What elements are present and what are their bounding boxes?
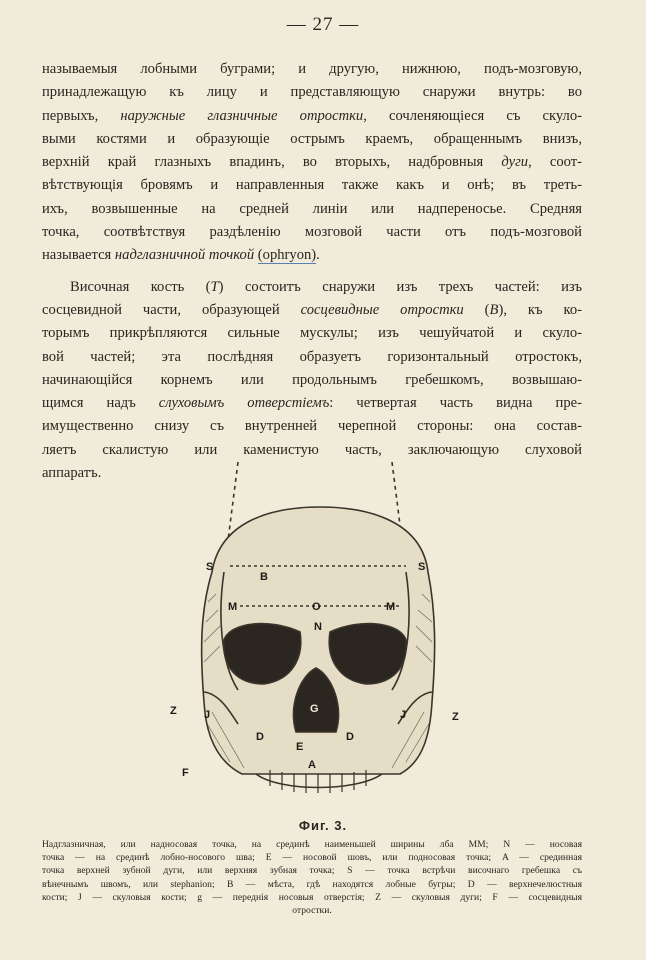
- figure-label: J: [204, 709, 211, 721]
- caption-line: точка верхней зубной дуги, или верхняя зубная точка; S — точка встрѣчи височнаго гребешка съ: [42, 865, 582, 877]
- figure-label: N: [314, 621, 322, 633]
- italic-term: наружные глазничные отростки: [120, 107, 364, 124]
- figure-label: G: [310, 703, 319, 715]
- text-line: вой частей; эта послѣдняя образуетъ горизонтальный отростокъ,: [42, 348, 582, 365]
- caption-line: вѣнечнымъ швомъ, или stephanion; B — мѣста, гдѣ находятся лобные бугры; D — верхнечелюстныя: [42, 878, 582, 890]
- text-line: [42, 276, 582, 299]
- text-line: точка, соотвѣтствуя раздѣленію мозговой части отъ подъ-мозговой: [42, 224, 582, 241]
- text-line: ихъ, возвышенные на средней линіи или надпереносье. Средняя: [42, 200, 582, 217]
- text-run: ), къ ко-: [498, 301, 582, 318]
- text-run: (: [463, 301, 490, 318]
- text-line: принадлежащую къ лицу и представляющую снаружи внутрь: во: [42, 84, 582, 101]
- figure-label: E: [296, 741, 304, 753]
- figure-caption-title: Фиг. 3.: [298, 818, 348, 833]
- text-line: [42, 151, 582, 174]
- underlined-term: (ophryon): [257, 247, 317, 264]
- text-run: сосцевидной части, образующей: [42, 301, 301, 318]
- paragraph-1: [42, 58, 582, 268]
- italic-term: сосцевидные отростки: [300, 301, 464, 318]
- italic-term: надглазничной точкой: [114, 247, 255, 264]
- figure-caption: [42, 838, 582, 917]
- text-line: аппаратъ.: [42, 465, 102, 482]
- italic-term: слуховымъ отверстіемъ: [158, 395, 330, 412]
- italic-term: дуги: [501, 154, 529, 171]
- skull-illustration: [160, 462, 470, 807]
- text-run: щимся надъ: [42, 395, 159, 412]
- text-run: верхній край глазныхъ впадинъ, во вторыхъ, надбровныя: [42, 154, 502, 171]
- text-line: ляетъ скалистую или каменистую часть, заключающую слуховой: [42, 441, 582, 458]
- figure-label: F: [182, 767, 189, 779]
- text-run: называется: [42, 247, 115, 264]
- figure-label: B: [260, 571, 268, 583]
- paragraph-2: [42, 276, 582, 486]
- caption-line: точка — на срединѣ лобно-носового шва; E — носовой шовъ, или подносовая точка; A — срединная: [42, 852, 582, 864]
- text-line: [42, 392, 582, 415]
- text-run: первыхъ,: [42, 107, 121, 124]
- page-number: — 27 —: [286, 14, 360, 35]
- figure-label: Z: [170, 705, 177, 717]
- text-line: [42, 244, 582, 267]
- figure-label: D: [346, 731, 354, 743]
- figure-label: S: [206, 561, 214, 573]
- text-run: .: [316, 247, 320, 264]
- figure-label: A: [308, 759, 316, 771]
- body-text: [42, 58, 582, 485]
- text-line: начинающійся корнемъ или продольнымъ гребешкомъ, возвышаю-: [42, 371, 582, 388]
- text-line: торымъ прикрѣпляются сильные мускулы; изъ чешуйчатой и скуло-: [42, 325, 582, 342]
- figure-label: D: [256, 731, 264, 743]
- figure-label: O: [312, 601, 321, 613]
- text-run: , сочленяющіеся съ скуло-: [363, 107, 582, 124]
- text-line: имущественно снизу съ внутренней черепной стороны: она состав-: [42, 418, 582, 435]
- italic-term: B: [489, 301, 499, 318]
- text-line: вѣтствующія бровямъ и направленныя также какъ и онѣ; въ треть-: [42, 177, 582, 194]
- text-run: ) состоитъ снаружи изъ трехъ частей: изъ: [218, 278, 582, 295]
- caption-line: кости; J — скуловыя кости; g — переднія носовыя отверстія; Z — скуловыя дуги; F — сосцевидныя: [42, 891, 582, 903]
- caption-line: Надглазничная, или надносовая точка, на срединѣ наименьшей ширины лба MM; N — носовая: [42, 839, 582, 850]
- caption-line: отростки.: [292, 905, 332, 917]
- figure-label: M: [386, 601, 396, 613]
- text-line: [42, 299, 582, 322]
- figure-label: M: [228, 601, 238, 613]
- text-run: : четвертая часть видна пре-: [329, 395, 582, 412]
- text-run: , соот-: [528, 154, 582, 171]
- text-line: называемыя лобными буграми; и другую, нижнюю, подъ-мозговую,: [42, 61, 582, 77]
- text-run: Височная кость (: [70, 278, 211, 295]
- italic-term: T: [210, 278, 219, 295]
- text-line: выми костями и образующіе острымъ краемъ, обращеннымъ внизъ,: [42, 130, 582, 147]
- figure-label: Z: [452, 711, 459, 723]
- figure-label: S: [418, 561, 426, 573]
- figure-label: J: [400, 709, 407, 721]
- text-line: [42, 105, 582, 128]
